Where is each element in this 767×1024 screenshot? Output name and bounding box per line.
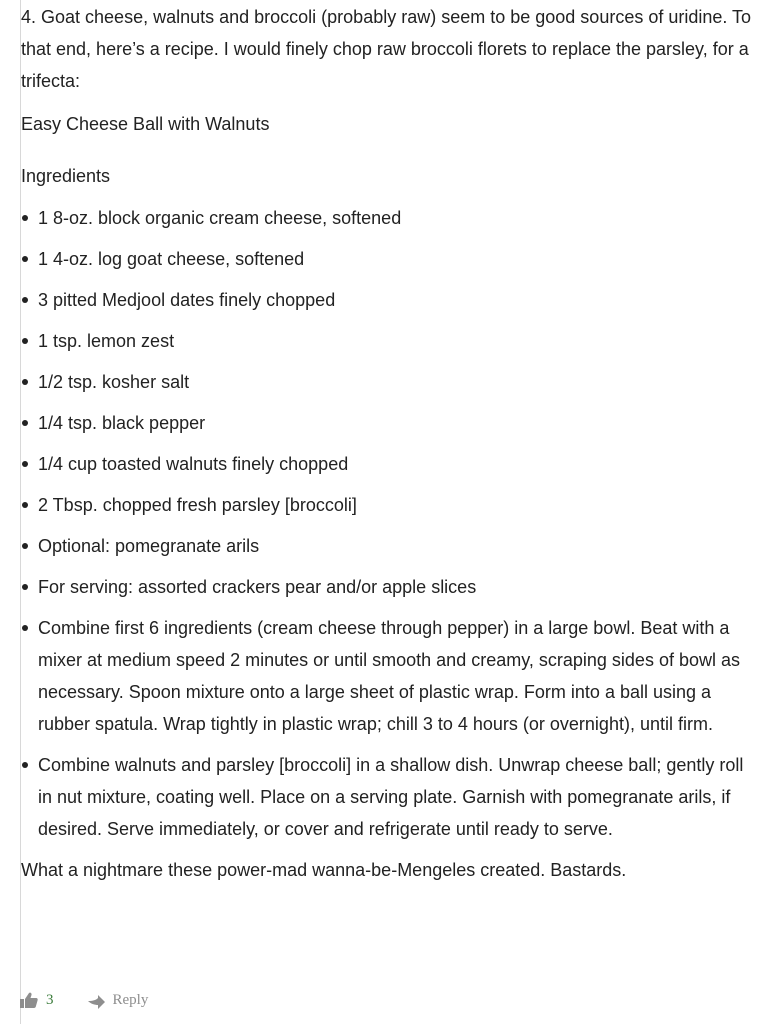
comment-body	[21, 1, 761, 886]
comment-actions	[20, 988, 148, 1012]
ingredient-list	[21, 202, 761, 603]
ingredient-item: 2 Tbsp. chopped fresh parsley [broccoli]	[21, 489, 761, 521]
reply-label: Reply	[112, 992, 149, 1008]
recipe-title: Easy Cheese Ball with Walnuts	[21, 114, 270, 134]
ingredients-heading: Ingredients	[21, 166, 111, 186]
thumbs-up-icon	[20, 992, 38, 1008]
comment-closing: What a nightmare these power-mad wanna-be-Mengeles created. Bastards.	[21, 860, 627, 880]
reply-button[interactable]	[87, 988, 149, 1012]
ingredient-item: 1/4 cup toasted walnuts finely chopped	[21, 448, 761, 480]
instruction-step: Combine first 6 ingredients (cream cheese through pepper) in a large bowl. Beat with a mixer at medium speed 2 minutes or until smooth and creamy, scraping sides of bowl as necessary. Spoon mixture onto a large sheet of plastic wrap. Form into a ball using a rubber spatula. Wrap tightly in plastic wrap; chill 3 to 4 hours (or overnight), until firm.	[21, 612, 761, 740]
ingredient-item: 1 8-oz. block organic cream cheese, softened	[21, 202, 761, 234]
ingredient-item: 1 tsp. lemon zest	[21, 325, 761, 357]
ingredient-item: 1 4-oz. log goat cheese, softened	[21, 243, 761, 275]
ingredient-item: 1/2 tsp. kosher salt	[21, 366, 761, 398]
ingredient-item: 3 pitted Medjool dates finely chopped	[21, 284, 761, 316]
instruction-step: Combine walnuts and parsley [broccoli] in a shallow dish. Unwrap cheese ball; gently roll in nut mixture, coating well. Place on a serving plate. Garnish with pomegranate arils, if desired. Serve immediately, or cover and refrigerate until ready to serve.	[21, 749, 761, 845]
ingredient-item: For serving: assorted crackers pear and/or apple slices	[21, 571, 761, 603]
instruction-list	[21, 612, 761, 845]
reply-arrow-icon	[87, 993, 105, 1007]
comment-intro: 4. Goat cheese, walnuts and broccoli (probably raw) seem to be good sources of uridine. To that end, here’s a recipe. I would finely chop raw broccoli florets to replace the parsley, for a trifecta:	[21, 7, 752, 91]
like-count: 3	[46, 992, 54, 1008]
ingredient-item: Optional: pomegranate arils	[21, 530, 761, 562]
like-button[interactable]	[20, 988, 54, 1012]
ingredient-item: 1/4 tsp. black pepper	[21, 407, 761, 439]
